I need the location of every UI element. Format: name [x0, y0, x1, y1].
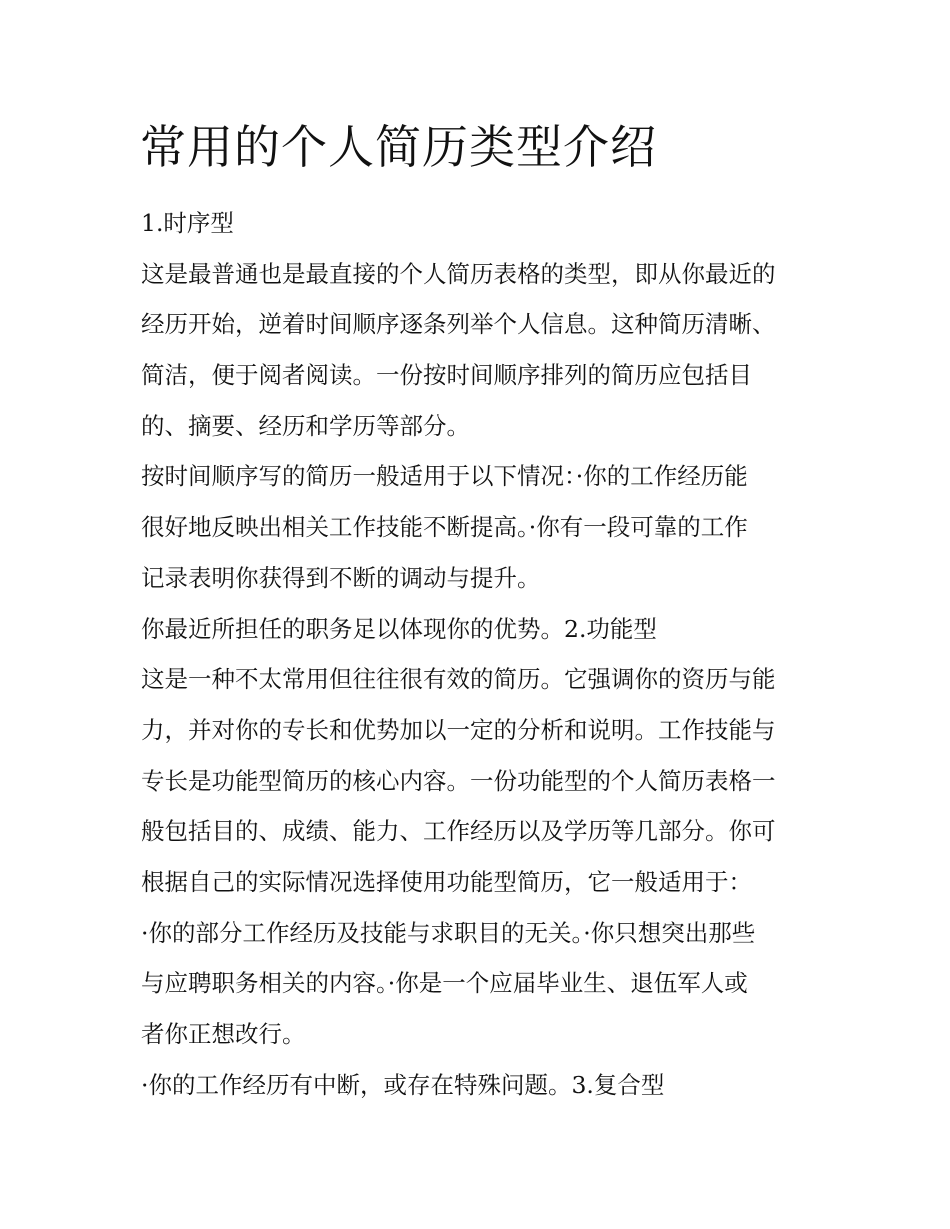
section-heading-chronological: 1.时序型	[141, 209, 234, 237]
text-line: 般包括目的、成绩、能力、工作经历以及学历等几部分。你可	[141, 817, 776, 846]
text-line: 与应聘职务相关的内容。·你是一个应届毕业生、退伍军人或	[141, 969, 748, 998]
text-line: 这是最普通也是最直接的个人简历表格的类型，即从你最近的	[141, 259, 776, 288]
text-line: 按时间顺序写的简历一般适用于以下情况：·你的工作经历能	[141, 462, 748, 491]
text-line: 的、摘要、经历和学历等部分。	[141, 411, 470, 440]
text-line: ·你的工作经历有中断，或存在特殊问题。3.复合型	[141, 1070, 665, 1099]
text-line: 记录表明你获得到不断的调动与提升。	[141, 563, 541, 592]
text-line: 简洁，便于阅者阅读。一份按时间顺序排列的简历应包括目	[141, 361, 752, 390]
text-line: 根据自己的实际情况选择使用功能型简历，它一般适用于：	[141, 867, 752, 896]
text-line: 专长是功能型简历的核心内容。一份功能型的个人简历表格一	[141, 766, 776, 795]
text-line: 力，并对你的专长和优势加以一定的分析和说明。工作技能与	[141, 715, 776, 744]
text-line: 这是一种不太常用但往往很有效的简历。它强调你的资历与能	[141, 665, 776, 694]
text-line: 你最近所担任的职务足以体现你的优势。2.功能型	[141, 614, 657, 643]
text-line: ·你的部分工作经历及技能与求职目的无关。·你只想突出那些	[141, 918, 756, 947]
document-body	[141, 198, 831, 1110]
document-title: 常用的个人简历类型介绍	[140, 120, 657, 174]
text-line: 很好地反映出相关工作技能不断提高。·你有一段可靠的工作	[141, 513, 748, 542]
text-line: 者你正想改行。	[141, 1020, 306, 1048]
text-line: 经历开始，逆着时间顺序逐条列举个人信息。这种简历清晰、	[141, 310, 776, 339]
